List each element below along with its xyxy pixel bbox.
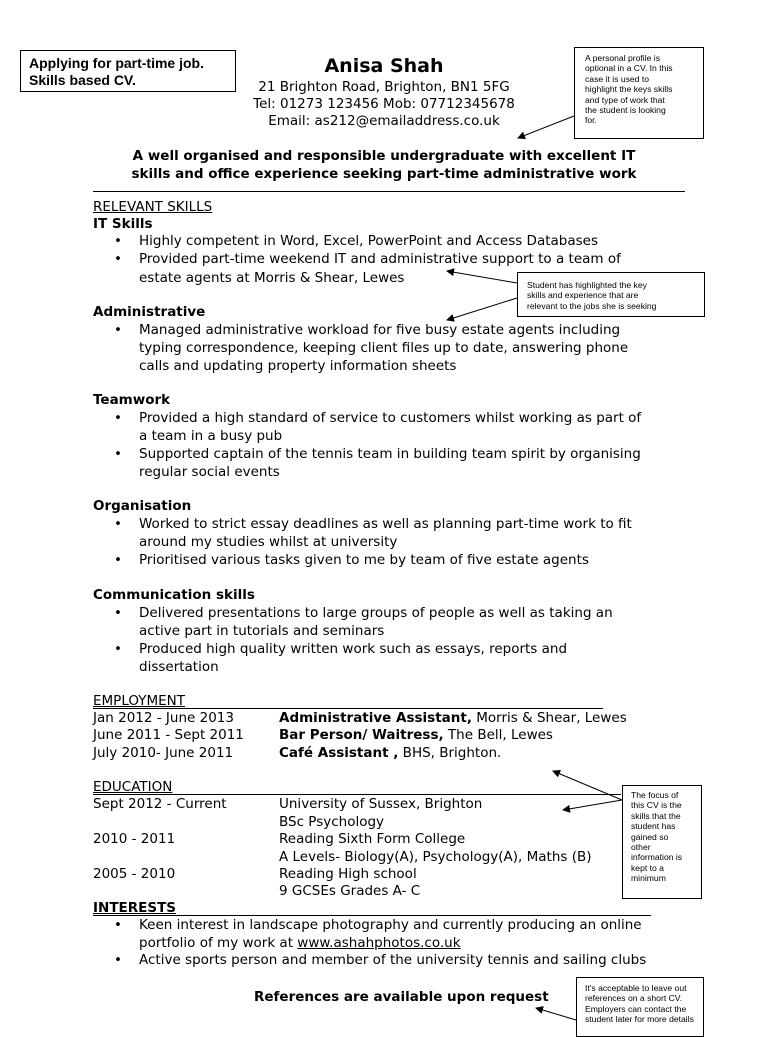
note-focus-line: minimum [631, 873, 666, 884]
employment-role [279, 710, 627, 728]
subheading-teamwork: Teamwork [93, 392, 171, 408]
intro-line-1: Applying for part-time job. [29, 55, 204, 71]
bullet-icon: • [114, 917, 122, 933]
education-line: Reading Sixth Form College [279, 831, 466, 847]
note-skills-line: skills and experience that are [527, 290, 639, 301]
section-heading-skills: RELEVANT SKILLS [93, 199, 213, 215]
bullet-icon: • [114, 322, 122, 338]
bullet-icon: • [114, 605, 122, 621]
arrow-admin [447, 298, 517, 320]
education-line: A Levels- Biology(A), Psychology(A), Maths (B) [279, 849, 592, 865]
note-profile-line: A personal profile is [585, 53, 660, 63]
references-statement: References are available upon request [254, 989, 549, 1005]
education-date: 2010 - 2011 [93, 831, 176, 847]
divider [93, 708, 603, 709]
subheading-organisation: Organisation [93, 498, 192, 514]
note-focus-line: skills that the [631, 810, 681, 821]
bullet-text: Delivered presentations to large groups of people as well as taking an [139, 605, 613, 621]
note-profile-line: highlight the keys skills [585, 84, 673, 95]
section-heading-education: EDUCATION [93, 779, 173, 795]
note-skills [517, 272, 705, 317]
intro-line-2: Skills based CV. [29, 72, 136, 88]
education-line: BSc Psychology [279, 814, 385, 830]
note-profile-line: for. [585, 115, 597, 126]
arrow-references [536, 1008, 576, 1020]
bullet-text: Prioritised various tasks given to me by team of five estate agents [139, 552, 589, 568]
bullet-icon: • [114, 446, 122, 462]
divider [93, 794, 621, 795]
bullet-text: Highly competent in Word, Excel, PowerPoint and Access Databases [139, 233, 598, 249]
divider [93, 191, 685, 192]
note-references-line: Employers can contact the [585, 1003, 687, 1014]
note-skills-line: relevant to the jobs she is seeking [527, 300, 657, 311]
note-focus-line: The focus of [631, 790, 679, 800]
note-profile-line: case it is used to [585, 73, 650, 84]
bullet-text-cont: calls and updating property information sheets [139, 358, 457, 374]
bullet-icon: • [114, 516, 122, 532]
employment-date: June 2011 - Sept 2011 [93, 727, 244, 743]
subheading-admin: Administrative [93, 304, 206, 320]
section-heading-interests: INTERESTS [93, 900, 177, 916]
note-focus-line: other [631, 842, 651, 853]
employment-date: Jan 2012 - June 2013 [93, 710, 234, 726]
role-place: BHS, Brighton. [398, 745, 502, 761]
bullet-icon: • [114, 552, 122, 568]
education-line: 9 GCSEs Grades A- C [279, 883, 421, 899]
education-date: Sept 2012 - Current [93, 796, 227, 812]
bullet-text: Provided a high standard of service to customers whilst working as part of [139, 410, 642, 426]
profile-line-1: A well organised and responsible undergraduate with excellent IT [132, 148, 636, 164]
employment-role [279, 745, 501, 763]
arrow-it-skills [447, 271, 517, 283]
candidate-name: Anisa Shah [324, 55, 444, 77]
bullet-text-cont: estate agents at Morris & Shear, Lewes [139, 270, 405, 286]
phone: Tel: 01273 123456 Mob: 07712345678 [253, 96, 515, 112]
bullet-text: Produced high quality written work such as essays, reports and [139, 641, 568, 657]
bullet-text-cont: regular social events [139, 464, 280, 480]
note-references-line: student later for more details [585, 1014, 694, 1025]
bullet-text: Keen interest in landscape photography and currently producing an online [139, 917, 642, 933]
role-place: Morris & Shear, Lewes [471, 710, 627, 726]
note-references-line: references on a short CV. [585, 993, 683, 1004]
note-focus-line: information is [631, 852, 683, 863]
bullet-text: Active sports person and member of the university tennis and sailing clubs [139, 952, 647, 968]
note-references [576, 977, 704, 1037]
bullet-text: Worked to strict essay deadlines as well as planning part-time work to fit [139, 516, 632, 532]
role-title: Administrative Assistant, [279, 710, 472, 726]
arrow-education [563, 800, 622, 810]
note-skills-line: Student has highlighted the key [527, 280, 647, 290]
employment-date: July 2010- June 2011 [93, 745, 234, 761]
profile-line-2: skills and office experience seeking part-time administrative work [131, 166, 637, 182]
bullet-icon: • [114, 251, 122, 267]
employment-role [279, 727, 553, 745]
role-title: Bar Person/ Waitress, [279, 727, 444, 743]
note-profile-line: the student is looking [585, 105, 666, 116]
note-focus [622, 785, 702, 899]
email: Email: as212@emailaddress.co.uk [268, 113, 500, 129]
bullet-text-cont: a team in a busy pub [139, 428, 283, 444]
bullet-text-cont: around my studies whilst at university [139, 534, 398, 550]
note-focus-line: student has [631, 821, 676, 832]
note-profile-line: and type of work that [585, 94, 665, 105]
bullet-text-cont: dissertation [139, 659, 219, 675]
role-title: Café Assistant , [279, 745, 399, 761]
note-profile-line: optional in a CV. In this [585, 63, 673, 74]
bullet-text: Supported captain of the tennis team in building team spirit by organising [139, 446, 641, 462]
education-line: University of Sussex, Brighton [279, 796, 483, 812]
arrow-employment [553, 771, 622, 800]
address: 21 Brighton Road, Brighton, BN1 5FG [258, 79, 510, 95]
portfolio-text: portfolio of my work at [139, 935, 298, 951]
bullet-icon: • [114, 641, 122, 657]
bullet-text-cont [139, 935, 461, 953]
subheading-it: IT Skills [93, 216, 153, 232]
bullet-icon: • [114, 410, 122, 426]
bullet-icon: • [114, 233, 122, 249]
bullet-text: Provided part-time weekend IT and administrative support to a team of [139, 251, 621, 267]
note-profile [574, 47, 704, 139]
note-focus-line: this CV is the [631, 800, 682, 811]
note-references-line: It's acceptable to leave out [585, 983, 687, 993]
bullet-icon: • [114, 952, 122, 968]
role-place: The Bell, Lewes [443, 727, 553, 743]
profile-statement [0, 147, 768, 183]
section-heading-employment: EMPLOYMENT [93, 693, 186, 709]
bullet-text: Managed administrative workload for five busy estate agents including [139, 322, 621, 338]
portfolio-link[interactable]: www.ashahphotos.co.uk [297, 935, 461, 951]
note-focus-line: gained so [631, 831, 669, 842]
divider [93, 915, 651, 916]
note-focus-line: kept to a [631, 862, 664, 873]
bullet-text-cont: typing correspondence, keeping client files up to date, answering phone [139, 340, 629, 356]
education-line: Reading High school [279, 866, 417, 882]
bullet-text-cont: active part in tutorials and seminars [139, 623, 385, 639]
subheading-communication: Communication skills [93, 587, 255, 603]
education-date: 2005 - 2010 [93, 866, 176, 882]
